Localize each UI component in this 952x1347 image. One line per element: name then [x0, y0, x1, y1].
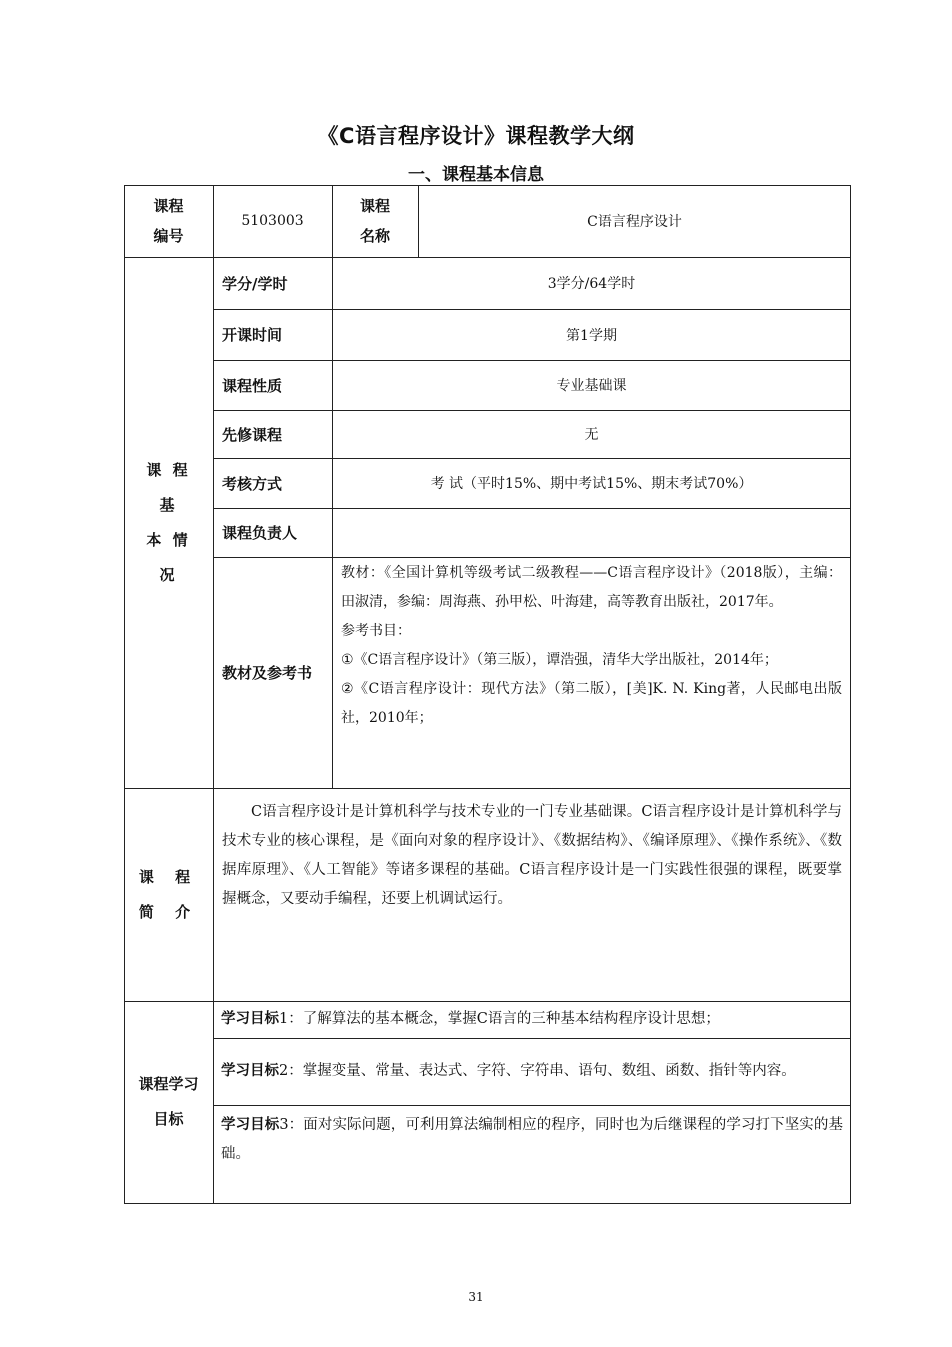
textbooks-label: 教材及参考书 — [222, 664, 313, 682]
course-code-value: 5103003 — [241, 213, 304, 229]
credits-value: 3学分/64学时 — [547, 276, 636, 292]
objective-item — [213, 1111, 851, 1169]
course-code-label-cell — [124, 185, 213, 257]
objective-title: 学习目标 — [221, 1117, 280, 1133]
course-name-value: C语言程序设计 — [587, 214, 682, 230]
course-name-value-cell — [418, 185, 851, 257]
row-label-cell — [213, 360, 332, 410]
course-name-label: 课程 名称 — [359, 197, 390, 245]
intro-label: 课 程 简 介 — [138, 867, 199, 921]
objective-title: 学习目标 — [221, 1011, 279, 1027]
row-value-cell — [332, 360, 851, 410]
row-label-cell — [213, 257, 332, 309]
prerequisite-value: 无 — [584, 427, 599, 443]
course-name-label-cell — [332, 185, 418, 257]
basic-info-group-cell — [124, 257, 213, 788]
row-value-cell — [332, 508, 851, 557]
semester-value: 第1学期 — [566, 327, 617, 344]
course-code-label: 课程 编号 — [153, 197, 184, 245]
objective-cell — [213, 1105, 851, 1203]
row-value-cell — [332, 458, 851, 508]
objective-number: 1： — [279, 1011, 303, 1027]
objective-item — [213, 1057, 804, 1086]
course-type-label: 课程性质 — [222, 376, 283, 395]
objective-text: 面对实际问题，可利用算法编制相应的程序，同时也为后继课程的学习打下坚实的基础。 — [221, 1117, 843, 1162]
assessment-label: 考核方式 — [222, 474, 283, 493]
prerequisite-label: 先修课程 — [222, 425, 283, 444]
textbooks-cell — [332, 557, 851, 788]
page-number: 31 — [468, 1290, 484, 1304]
objective-text: 了解算法的基本概念，掌握C语言的三种基本结构程序设计思想； — [302, 1011, 720, 1027]
section-heading: 一、课程基本信息 — [408, 165, 544, 185]
row-label-cell — [213, 410, 332, 458]
objective-number: 3： — [279, 1117, 304, 1133]
textbooks-text: 教材：《全国计算机等级考试二级教程——C语言程序设计》（2018版），主编：田淑清，参编：周海燕、孙甲松、叶海建，高等教育出版社，2017年。 参考书目： ①《C语言程序设计》（第三版），谭浩强，清华大学出版社，2014年； ②《C语言程序设计：现代方法》（第二版），[美]K. N. King著，人民邮电出版社，2010年； — [341, 565, 842, 726]
intro-cell — [213, 788, 851, 1001]
row-value-cell — [332, 257, 851, 309]
row-value-cell — [332, 309, 851, 360]
course-info-table — [124, 185, 851, 1204]
course-type-value: 专业基础课 — [556, 378, 627, 394]
objectives-label: 课程学习 目标 — [138, 1075, 199, 1128]
objective-item — [213, 1005, 728, 1034]
intro-text: C语言程序设计是计算机科学与技术专业的一门专业基础课。C语言程序设计是计算机科学与技术专业的核心课程，是《面向对象的程序设计》、《数据结构》、《编译原理》、《操作系统》、《数据库原理》、《人工智能》等诸多课程的基础。C语言程序设计是一门实践性很强的课程，既要掌握概念，又要动手编程，还要上机调试运行。 — [222, 804, 842, 907]
row-label-cell — [213, 557, 332, 788]
row-label-cell — [213, 508, 332, 557]
table-border-bottom — [124, 1203, 851, 1204]
course-code-value-cell — [213, 185, 332, 257]
assessment-value: 考 试（平时15%、期中考试15%、期末考试70%） — [430, 476, 753, 492]
objectives-label-cell — [124, 1001, 213, 1203]
row-label-cell — [213, 309, 332, 360]
semester-label: 开课时间 — [222, 326, 283, 344]
row-value-cell — [332, 410, 851, 458]
objective-cell — [213, 1038, 851, 1105]
document-title: 《C语言程序设计》课程教学大纲 — [317, 124, 635, 148]
credits-label: 学分/学时 — [222, 274, 288, 293]
course-lead-label: 课程负责人 — [222, 524, 298, 542]
objective-cell — [213, 1001, 851, 1038]
objective-text: 掌握变量、常量、表达式、字符、字符串、语句、数组、函数、指针等内容。 — [302, 1063, 796, 1079]
intro-label-cell — [124, 788, 213, 1001]
objective-number: 2： — [279, 1063, 303, 1079]
row-label-cell — [213, 458, 332, 508]
basic-info-group-label: 课 程 基 本 情 况 — [146, 460, 191, 584]
objective-title: 学习目标 — [221, 1063, 279, 1079]
